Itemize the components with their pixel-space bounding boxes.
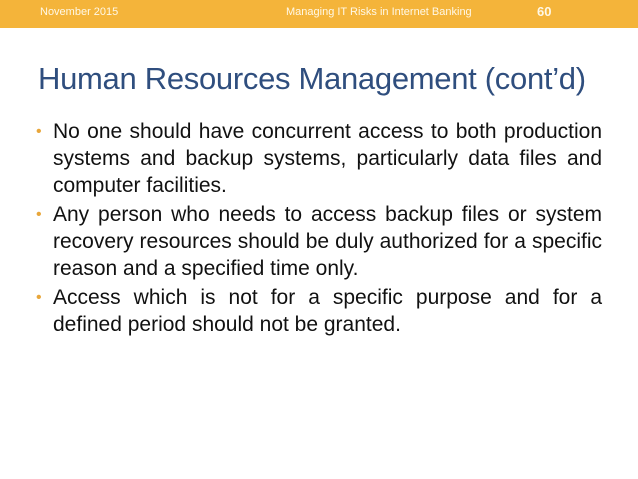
header-divider — [0, 28, 638, 30]
bullet-list — [36, 118, 602, 340]
bullet-item — [36, 118, 602, 199]
header-title: Managing IT Risks in Internet Banking — [286, 6, 472, 18]
bullet-item — [36, 201, 602, 282]
bullet-marker-icon: • — [36, 206, 42, 223]
slide-title: Human Resources Management (cont’d) — [38, 61, 586, 96]
bullet-marker-icon: • — [36, 289, 42, 306]
bullet-marker-icon: • — [36, 123, 42, 140]
header-bar — [0, 0, 638, 28]
bullet-text: Any person who needs to access backup files or system recovery resources should be duly authorized for a specific reason and a specified time only. — [53, 203, 602, 280]
page-number: 60 — [537, 4, 552, 19]
bullet-text: No one should have concurrent access to both production systems and backup systems, particularly data files and computer facilities. — [53, 120, 602, 197]
header-date: November 2015 — [40, 6, 119, 18]
bullet-text: Access which is not for a specific purpose and for a defined period should not be granted. — [53, 286, 602, 336]
bullet-item — [36, 284, 602, 338]
